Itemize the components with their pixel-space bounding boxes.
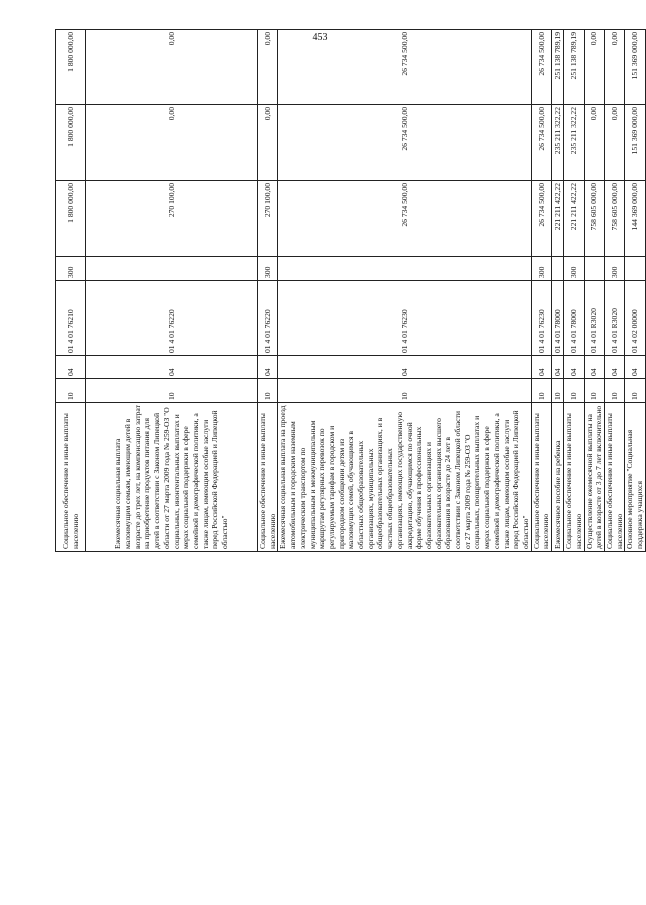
section-code: 10 (531, 379, 551, 403)
expense-type-code (552, 257, 564, 281)
expense-type-code: 300 (258, 257, 278, 281)
subsection-code: 04 (552, 356, 564, 379)
amount-year-3: 26 734 500,00 (278, 30, 531, 105)
table-row (564, 30, 584, 552)
amount-year-1: 26 734 500,00 (278, 181, 531, 257)
section-code: 10 (56, 379, 86, 403)
expense-type-code (584, 257, 604, 281)
section-code: 10 (625, 379, 645, 403)
table-row (625, 30, 645, 552)
section-code: 10 (258, 379, 278, 403)
amount-year-2: 0,00 (584, 105, 604, 181)
table-row (56, 30, 86, 552)
row-name: Ежемесячное пособие на ребенка (552, 403, 564, 552)
expense-type-code: 300 (604, 257, 624, 281)
subsection-code: 04 (604, 356, 624, 379)
table-row (552, 30, 564, 552)
amount-year-1: 1 800 000,00 (56, 181, 86, 257)
target-article-code: 01 4 01 76210 (56, 281, 86, 356)
amount-year-1: 26 734 500,00 (531, 181, 551, 257)
target-article-code: 01 4 01 78000 (564, 281, 584, 356)
row-name: Осуществление ежемесячной выплаты на детей в возрасте от 3 до 7 лет включительно (584, 403, 604, 552)
section-code: 10 (552, 379, 564, 403)
section-code: 10 (564, 379, 584, 403)
expense-type-code: 300 (564, 257, 584, 281)
subsection-code: 04 (564, 356, 584, 379)
amount-year-1: 221 211 422,22 (552, 181, 564, 257)
target-article-code: 01 4 01 76220 (258, 281, 278, 356)
amount-year-2: 26 734 500,00 (531, 105, 551, 181)
target-article-code: 01 4 02 00000 (625, 281, 645, 356)
expense-type-code (625, 257, 645, 281)
target-article-code: 01 4 01 76230 (278, 281, 531, 356)
table-row (604, 30, 624, 552)
row-name: Ежемесячная социальная выплата на проезд автомобильным и городским наземным электрическим транспортом по муниципальным и межмуниципальным маршрутам регулярных перевозок по регулируемым тарифам в городском и пригородном сообщении детям из малоимущих семей, обучающимся в областных общеобразовательных организациях, муниципальных общеобразовательных организациях, и в частных общеобразовательных организациях, имеющих государственную аккредитацию, обучающимся по очной форме обучения в профессиональных образовательных организациях и образовательных организациях высшего образования в возрасте до 24 лет в соответствии с Законом Липецкой области от 27 марта 2009 года № 259-ОЗ "О социальных, поощрительных выплатах и мерах социальной поддержки в сфере семейной и демографической политики, а также лицам, имеющим особые заслуги перед Российской Федерацией и Липецкой областью" (278, 403, 531, 552)
subsection-code: 04 (86, 356, 258, 379)
target-article-code: 01 4 01 76220 (86, 281, 258, 356)
target-article-code: 01 4 01 78000 (552, 281, 564, 356)
section-code: 10 (584, 379, 604, 403)
table-row (584, 30, 604, 552)
row-name: Социальное обеспечение и иные выплаты населению (604, 403, 624, 552)
table-row (86, 30, 258, 552)
row-name: Основное мероприятие "Социальная поддержка учащихся (625, 403, 645, 552)
amount-year-1: 758 605 000,00 (604, 181, 624, 257)
section-code: 10 (604, 379, 624, 403)
rotated-table-container (55, 30, 645, 552)
amount-year-3: 0,00 (86, 30, 258, 105)
expense-type-code (278, 257, 531, 281)
subsection-code: 04 (625, 356, 645, 379)
amount-year-3: 151 369 000,00 (625, 30, 645, 105)
amount-year-3: 1 800 000,00 (56, 30, 86, 105)
amount-year-2: 0,00 (258, 105, 278, 181)
amount-year-2: 151 369 000,00 (625, 105, 645, 181)
row-name: Социальное обеспечение и иные выплаты населению (56, 403, 86, 552)
section-code: 10 (86, 379, 258, 403)
amount-year-3: 0,00 (604, 30, 624, 105)
target-article-code: 01 4 01 76230 (531, 281, 551, 356)
table-row (258, 30, 278, 552)
subsection-code: 04 (584, 356, 604, 379)
amount-year-1: 758 605 000,00 (584, 181, 604, 257)
amount-year-3: 251 138 789,19 (564, 30, 584, 105)
subsection-code: 04 (278, 356, 531, 379)
table-row (531, 30, 551, 552)
row-name: Социальное обеспечение и иные выплаты населению (564, 403, 584, 552)
budget-table (55, 29, 646, 552)
amount-year-1: 144 369 000,00 (625, 181, 645, 257)
amount-year-3: 0,00 (584, 30, 604, 105)
amount-year-3: 26 734 500,00 (531, 30, 551, 105)
row-name: Ежемесячная социальная выплата малоимущим семьям, имеющим детей в возрасте до трех лет, на компенсацию затрат на приобретение продуктов питания для детей в соответствии с Законом Липецкой области от 27 марта 2009 года № 259-ОЗ "О социальных, инонтентальных выплатах и мерах социальной поддержки в сфере семейной и демографической политики, а также лицам, имеющим особые заслуги перед Российской Федерацией и Липецкой областью" (86, 403, 258, 552)
amount-year-2: 0,00 (86, 105, 258, 181)
amount-year-3: 0,00 (258, 30, 278, 105)
amount-year-1: 221 211 422,22 (564, 181, 584, 257)
subsection-code: 04 (531, 356, 551, 379)
row-name: Социальное обеспечение и иные выплаты населению (258, 403, 278, 552)
amount-year-3: 251 138 789,19 (552, 30, 564, 105)
page-number: 453 (312, 32, 328, 43)
amount-year-2: 235 211 322,22 (552, 105, 564, 181)
rotated-page-wrapper (55, 30, 645, 552)
subsection-code: 04 (56, 356, 86, 379)
amount-year-2: 26 734 500,00 (278, 105, 531, 181)
target-article-code: 01 4 01 R3020 (584, 281, 604, 356)
amount-year-2: 235 211 322,22 (564, 105, 584, 181)
expense-type-code: 300 (56, 257, 86, 281)
target-article-code: 01 4 01 R3020 (604, 281, 624, 356)
amount-year-2: 0,00 (604, 105, 624, 181)
section-code: 10 (278, 379, 531, 403)
amount-year-1: 270 100,00 (86, 181, 258, 257)
row-name: Социальное обеспечение и иные выплаты населению (531, 403, 551, 552)
table-row (278, 30, 531, 552)
subsection-code: 04 (258, 356, 278, 379)
expense-type-code: 300 (531, 257, 551, 281)
amount-year-2: 1 800 000,00 (56, 105, 86, 181)
amount-year-1: 270 100,00 (258, 181, 278, 257)
expense-type-code (86, 257, 258, 281)
